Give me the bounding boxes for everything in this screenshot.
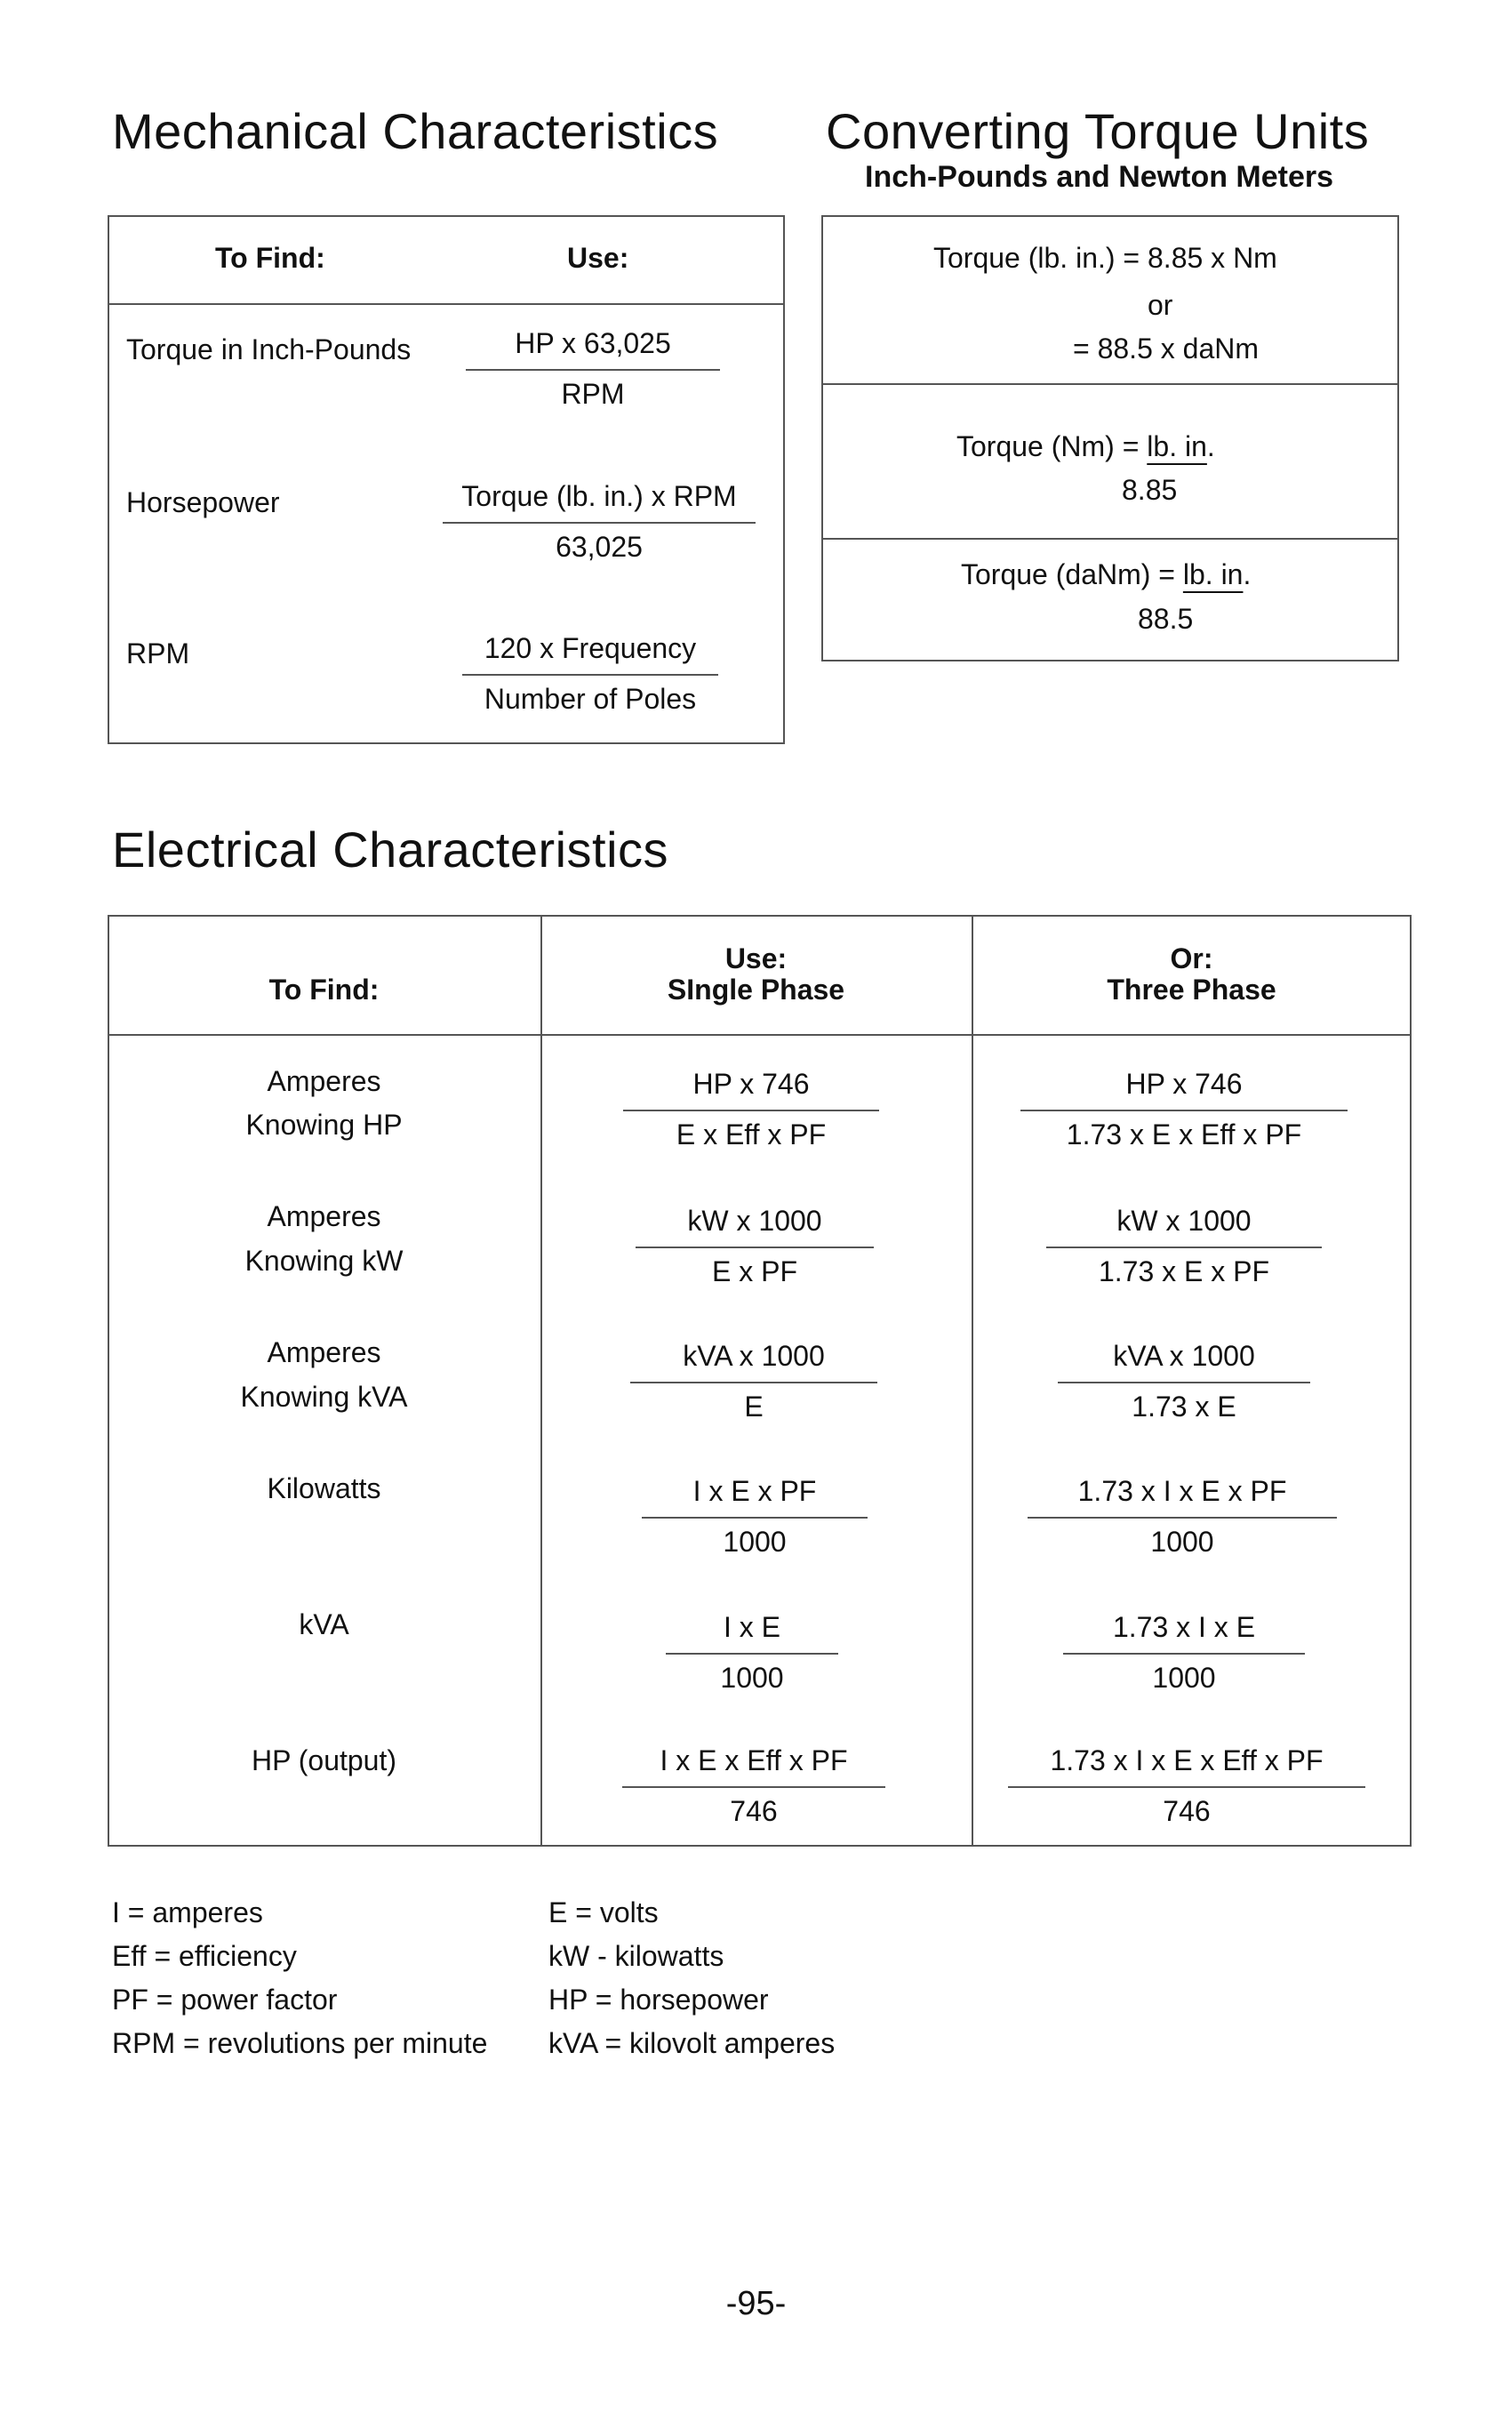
formula-numerator: I x E x PF	[642, 1475, 868, 1519]
formula-denominator: 1000	[723, 1526, 787, 1558]
converting-line-nm: Torque (lb. in.) = 8.85 x Nm	[933, 242, 1277, 274]
formula-prefix: Torque (daNm) =	[961, 558, 1183, 590]
formula-prefix: Torque (Nm) =	[956, 430, 1148, 462]
electrical-column-divider	[972, 915, 973, 1847]
electrical-single-phase-formula	[666, 1611, 838, 1695]
legend-item: E = volts	[548, 1896, 659, 1928]
formula-numerator: HP x 746	[1020, 1068, 1348, 1111]
formula-numerator: 120 x Frequency	[462, 632, 718, 676]
formula-numerator: Torque (lb. in.) x RPM	[443, 480, 756, 524]
electrical-row-label: HP (output)	[251, 1744, 397, 1776]
legend-item: HP = horsepower	[548, 1984, 769, 2016]
formula-denominator: 1.73 x E x PF	[1098, 1255, 1270, 1287]
formula-denominator: 1000	[720, 1662, 784, 1694]
converting-nm-denominator: 8.85	[1122, 474, 1178, 506]
electrical-header-find: To Find:	[268, 974, 380, 1006]
formula-numerator: 1.73 x I x E	[1063, 1611, 1305, 1655]
formula-denominator: 1000	[1152, 1662, 1216, 1694]
electrical-single-phase-formula	[623, 1068, 879, 1151]
electrical-row-sublabel: Knowing kVA	[240, 1381, 408, 1413]
formula-numerator: lb. in	[1182, 558, 1244, 590]
formula-suffix: .	[1206, 430, 1215, 462]
electrical-header-single-phase: SIngle Phase	[667, 974, 845, 1006]
formula-denominator: 1000	[1150, 1526, 1214, 1558]
electrical-row-label: Amperes	[267, 1065, 381, 1097]
formula-numerator: 1.73 x I x E x Eff x PF	[1008, 1744, 1365, 1788]
converting-line-or: or	[1148, 289, 1173, 321]
mechanical-header-divider	[108, 303, 785, 305]
converting-divider	[821, 538, 1399, 540]
formula-suffix: .	[1243, 558, 1252, 590]
electrical-single-phase-formula	[630, 1340, 877, 1423]
electrical-single-phase-formula	[636, 1205, 874, 1288]
electrical-single-phase-formula	[642, 1475, 868, 1559]
legend-item: PF = power factor	[112, 1984, 338, 2016]
electrical-three-phase-formula	[1063, 1611, 1305, 1695]
electrical-title: Electrical Characteristics	[112, 822, 669, 878]
formula-denominator: 1.73 x E x Eff x PF	[1066, 1118, 1302, 1150]
formula-numerator: HP x 746	[623, 1068, 879, 1111]
formula-denominator: RPM	[561, 378, 625, 410]
formula-numerator: kW x 1000	[1046, 1205, 1322, 1248]
formula-numerator: kVA x 1000	[630, 1340, 877, 1383]
electrical-header-three-phase: Three Phase	[1107, 974, 1276, 1006]
formula-numerator: kVA x 1000	[1058, 1340, 1310, 1383]
converting-danm-denominator: 88.5	[1138, 603, 1194, 635]
mechanical-row-label: RPM	[126, 637, 190, 669]
formula-denominator: 1.73 x E	[1132, 1391, 1236, 1423]
electrical-column-divider	[540, 915, 542, 1847]
formula-denominator: 63,025	[556, 531, 643, 563]
electrical-three-phase-formula	[1020, 1068, 1348, 1151]
electrical-row-label: Amperes	[267, 1336, 381, 1368]
mechanical-row-formula	[466, 327, 720, 411]
converting-line-danm: = 88.5 x daNm	[1073, 333, 1259, 365]
legend-item: I = amperes	[112, 1896, 263, 1928]
converting-title: Converting Torque Units	[826, 103, 1370, 159]
converting-divider	[821, 383, 1399, 385]
electrical-row-label: kVA	[299, 1608, 349, 1640]
electrical-row-sublabel: Knowing HP	[245, 1109, 403, 1141]
formula-denominator: E x PF	[711, 1255, 797, 1287]
electrical-row-sublabel: Knowing kW	[244, 1245, 404, 1277]
electrical-three-phase-formula	[1058, 1340, 1310, 1423]
electrical-header-divider	[108, 1034, 1412, 1036]
formula-numerator: HP x 63,025	[466, 327, 720, 371]
formula-numerator: 1.73 x I x E x PF	[1028, 1475, 1337, 1519]
mechanical-row-formula	[462, 632, 718, 716]
mechanical-title: Mechanical Characteristics	[112, 103, 719, 159]
converting-subtitle: Inch-Pounds and Newton Meters	[865, 160, 1334, 194]
electrical-three-phase-formula	[1046, 1205, 1322, 1288]
mechanical-header-use: Use:	[567, 242, 629, 274]
formula-denominator: E x Eff x PF	[676, 1118, 827, 1150]
page-number: -95-	[725, 2285, 787, 2322]
formula-denominator: 746	[1163, 1795, 1211, 1827]
electrical-header-use: Use:	[724, 942, 788, 974]
converting-danm-formula	[961, 558, 1251, 591]
formula-numerator: kW x 1000	[636, 1205, 874, 1248]
legend-item: Eff = efficiency	[112, 1940, 297, 1972]
electrical-row-label: Kilowatts	[267, 1472, 381, 1504]
electrical-single-phase-formula	[622, 1744, 885, 1828]
formula-denominator: E	[744, 1391, 764, 1423]
mechanical-row-formula	[443, 480, 756, 564]
formula-numerator: I x E x Eff x PF	[622, 1744, 885, 1788]
formula-numerator: lb. in	[1147, 430, 1207, 462]
legend-item: kVA = kilovolt amperes	[548, 2027, 836, 2059]
formula-denominator: Number of Poles	[484, 683, 697, 715]
mechanical-row-label: Horsepower	[126, 486, 280, 518]
electrical-header-or: Or:	[1170, 942, 1213, 974]
converting-nm-formula	[956, 430, 1215, 463]
formula-numerator: I x E	[666, 1611, 838, 1655]
legend-item: RPM = revolutions per minute	[112, 2027, 488, 2059]
legend-item: kW - kilowatts	[548, 1940, 724, 1972]
mechanical-row-label: Torque in Inch-Pounds	[126, 333, 412, 365]
electrical-three-phase-formula	[1008, 1744, 1365, 1828]
electrical-row-label: Amperes	[267, 1200, 381, 1232]
formula-denominator: 746	[730, 1795, 778, 1827]
electrical-three-phase-formula	[1028, 1475, 1337, 1559]
mechanical-header-find: To Find:	[215, 242, 325, 274]
